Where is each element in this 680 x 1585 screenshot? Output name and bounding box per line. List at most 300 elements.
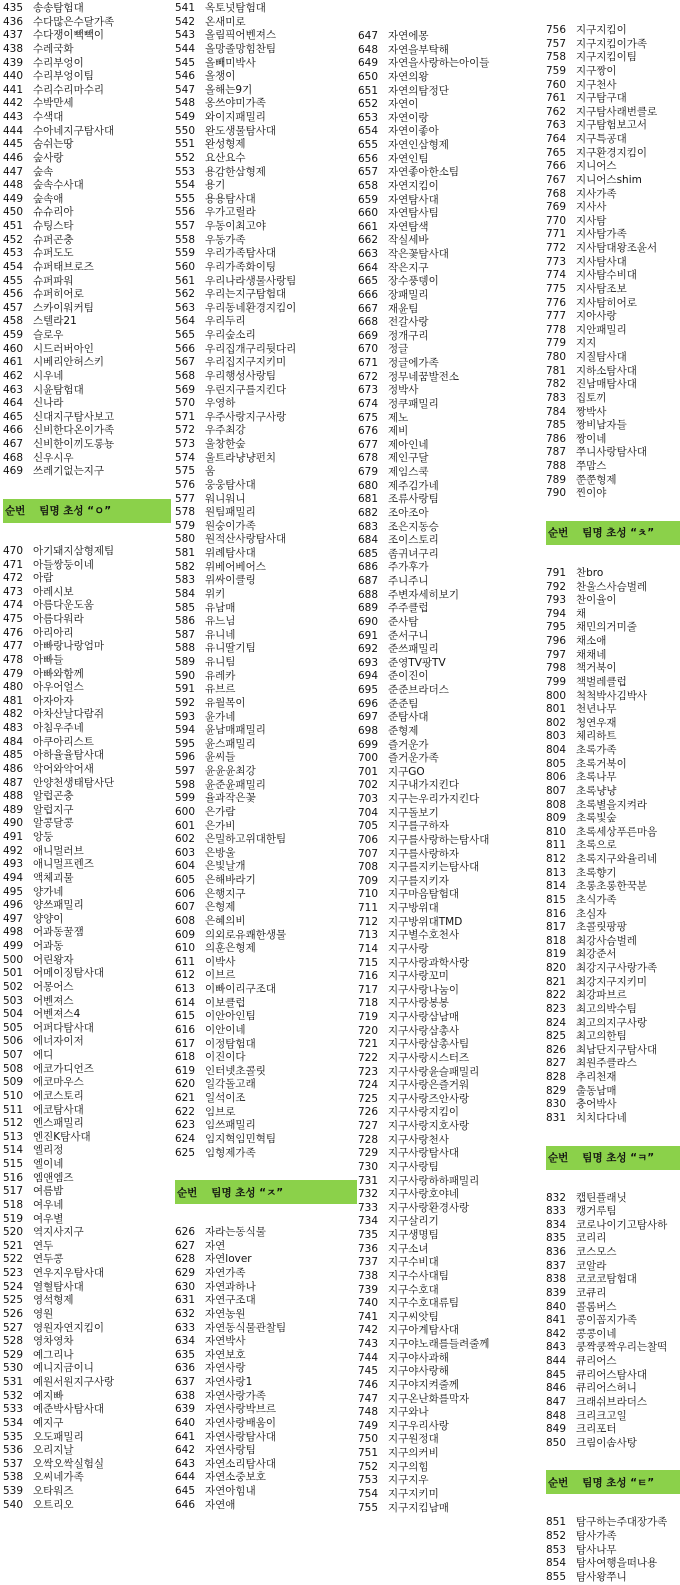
team-name: 지구사랑은즐거워 bbox=[388, 1079, 470, 1092]
team-name: 지구수사대팀 bbox=[388, 1269, 449, 1282]
team-name: 은밀하고위대한팀 bbox=[205, 833, 287, 846]
team-row bbox=[3, 613, 171, 627]
team-number: 855 bbox=[546, 1570, 567, 1583]
team-row bbox=[358, 602, 542, 616]
team-name: 윤남매패밀리 bbox=[205, 724, 266, 737]
team-name: 임지혁임민혁팀 bbox=[205, 1132, 277, 1145]
team-row bbox=[546, 79, 680, 93]
team-row bbox=[3, 695, 171, 709]
team-name: 지구는우리가지킨다 bbox=[388, 793, 480, 805]
section-header-num-label: 순번 bbox=[548, 1152, 569, 1164]
team-row bbox=[3, 1172, 171, 1186]
team-number: 827 bbox=[546, 1057, 567, 1070]
team-row bbox=[3, 1431, 171, 1445]
team-name: 척척박사김박사 bbox=[576, 689, 648, 702]
team-name: 지구별수호천사 bbox=[388, 929, 460, 942]
team-name: 위례탐사대 bbox=[205, 547, 256, 559]
team-number: 792 bbox=[546, 580, 567, 593]
team-name: 준서구니 bbox=[388, 629, 429, 642]
team-number: 745 bbox=[358, 1365, 379, 1378]
team-number: 528 bbox=[3, 1335, 24, 1348]
team-name: 슈퍼히어로 bbox=[33, 288, 84, 301]
column-4 bbox=[546, 0, 680, 1583]
team-name: 연우지우탐사대 bbox=[33, 1267, 105, 1279]
team-row bbox=[358, 412, 542, 426]
team-name: 준쓰패밀리 bbox=[388, 643, 439, 656]
team-name: 즐거운가족 bbox=[388, 752, 439, 765]
team-name: 정개구리 bbox=[388, 329, 429, 342]
team-number: 590 bbox=[175, 669, 196, 682]
team-row bbox=[546, 1382, 680, 1396]
team-row bbox=[3, 452, 171, 466]
team-row bbox=[546, 392, 680, 406]
team-row bbox=[546, 1557, 680, 1571]
team-number: 472 bbox=[3, 572, 24, 585]
team-name: 최원주클라스 bbox=[576, 1057, 637, 1070]
team-name: 어벤져스4 bbox=[33, 1008, 81, 1021]
team-row bbox=[175, 711, 357, 725]
team-number: 584 bbox=[175, 587, 196, 600]
team-row bbox=[546, 799, 680, 813]
team-number: 718 bbox=[358, 997, 379, 1010]
team-name: 지구사랑지호사랑 bbox=[388, 1120, 470, 1132]
team-number: 652 bbox=[358, 98, 379, 111]
team-name: 자연인팀 bbox=[388, 152, 429, 165]
team-name: 지사사 bbox=[576, 201, 607, 214]
team-row bbox=[3, 559, 171, 573]
team-name: 지구사랑천사 bbox=[388, 1133, 449, 1146]
team-number: 811 bbox=[546, 839, 567, 852]
team-number: 469 bbox=[3, 465, 24, 478]
team-name: 우리집개구리뒷다리 bbox=[205, 342, 297, 355]
team-number: 832 bbox=[546, 1191, 567, 1204]
team-name: 우동가족 bbox=[205, 233, 246, 246]
team-name: 우린지구를지킨다 bbox=[205, 383, 287, 396]
team-number: 849 bbox=[546, 1423, 567, 1436]
team-name: 코코코탐험대 bbox=[576, 1273, 637, 1286]
team-number: 574 bbox=[175, 451, 196, 464]
team-name: 책벌레클럽 bbox=[576, 675, 627, 688]
team-row bbox=[358, 112, 542, 126]
team-name: 즐거운가 bbox=[388, 738, 429, 751]
team-number: 600 bbox=[175, 805, 196, 818]
team-row bbox=[546, 1571, 680, 1585]
team-row bbox=[546, 446, 680, 460]
team-row bbox=[546, 676, 680, 690]
team-row bbox=[175, 29, 357, 43]
team-name: 우리동네환경지킴이 bbox=[205, 301, 297, 314]
team-row bbox=[358, 1025, 542, 1039]
team-number: 847 bbox=[546, 1395, 567, 1408]
team-row bbox=[3, 1076, 171, 1090]
team-row bbox=[358, 1352, 542, 1366]
team-row bbox=[358, 916, 542, 930]
team-number: 720 bbox=[358, 1024, 379, 1037]
team-number: 682 bbox=[358, 506, 379, 519]
team-name: 최고의박수팀 bbox=[576, 1002, 637, 1015]
team-row bbox=[546, 1044, 680, 1058]
team-row bbox=[3, 97, 171, 111]
team-number: 554 bbox=[175, 179, 196, 192]
team-name: 옥토넛탐험대 bbox=[205, 2, 266, 14]
team-number: 530 bbox=[3, 1362, 24, 1375]
team-name: 슈슈리아 bbox=[33, 206, 74, 219]
team-name: 신비한이끼도롱뇽 bbox=[33, 438, 115, 450]
team-name: 자연보호 bbox=[205, 1348, 246, 1361]
team-number: 490 bbox=[3, 817, 24, 830]
team-row bbox=[358, 793, 542, 807]
team-name: 지구사랑삼남매 bbox=[388, 1011, 460, 1023]
team-row bbox=[546, 1544, 680, 1558]
team-name: 여름밤 bbox=[33, 1185, 64, 1198]
team-row bbox=[3, 1144, 171, 1158]
team-number: 567 bbox=[175, 356, 196, 369]
team-name: 이진이다 bbox=[205, 1051, 246, 1064]
team-row bbox=[358, 657, 542, 671]
team-row bbox=[3, 1090, 171, 1104]
team-number: 615 bbox=[175, 1010, 196, 1023]
team-name: 주가후가 bbox=[388, 561, 429, 574]
column-2 bbox=[175, 0, 357, 1545]
team-name: 에코스토리 bbox=[33, 1089, 84, 1102]
team-number: 548 bbox=[175, 97, 196, 110]
team-name: 유월목이 bbox=[205, 696, 246, 709]
team-number: 761 bbox=[546, 92, 567, 105]
team-number: 685 bbox=[358, 547, 379, 560]
team-number: 691 bbox=[358, 629, 379, 642]
team-number: 514 bbox=[3, 1144, 24, 1157]
team-name: 자연사랑박브르 bbox=[205, 1403, 277, 1416]
team-name: 용용탐사대 bbox=[205, 192, 256, 205]
team-row bbox=[546, 812, 680, 826]
team-name: 지구사랑윤슬패밀리 bbox=[388, 1065, 480, 1078]
team-row bbox=[3, 397, 171, 411]
team-name: 지구야사랑해 bbox=[388, 1365, 449, 1378]
team-row bbox=[3, 329, 171, 343]
team-row bbox=[546, 1232, 680, 1246]
team-number: 780 bbox=[546, 351, 567, 363]
team-name: 짱비남자들 bbox=[576, 419, 627, 432]
team-row bbox=[546, 406, 680, 420]
team-row bbox=[358, 44, 542, 58]
team-row bbox=[3, 275, 171, 289]
team-row bbox=[358, 643, 542, 657]
team-number: 570 bbox=[175, 397, 196, 410]
team-group bbox=[546, 1146, 680, 1451]
team-name: 찬울스사슴벌레 bbox=[576, 580, 648, 593]
team-number: 695 bbox=[358, 684, 379, 696]
team-name: 지구사랑봉봉 bbox=[388, 997, 449, 1010]
team-row bbox=[546, 188, 680, 202]
team-row bbox=[546, 242, 680, 256]
team-name: 영차영차 bbox=[33, 1335, 74, 1348]
team-name: 의훈은형제 bbox=[205, 942, 256, 955]
team-number: 668 bbox=[358, 316, 379, 329]
team-row bbox=[3, 545, 171, 559]
team-name: 스카이워커팀 bbox=[33, 301, 94, 314]
section-header-num-label: 순번 bbox=[5, 505, 26, 518]
team-row bbox=[546, 908, 680, 922]
team-name: 지하소탐사대 bbox=[576, 364, 637, 377]
team-row bbox=[358, 1447, 542, 1461]
team-row bbox=[3, 899, 171, 913]
team-name: 영원 bbox=[33, 1307, 54, 1320]
team-number: 679 bbox=[358, 466, 379, 478]
team-row bbox=[546, 1410, 680, 1424]
team-number: 666 bbox=[358, 288, 379, 301]
team-row bbox=[358, 575, 542, 589]
team-number: 817 bbox=[546, 921, 567, 934]
team-number: 676 bbox=[358, 425, 379, 438]
team-name: 아람 bbox=[33, 572, 54, 585]
team-row bbox=[358, 248, 542, 262]
team-number: 704 bbox=[358, 806, 379, 819]
team-name: 아름다워라 bbox=[33, 613, 84, 625]
team-name: 제인구달 bbox=[388, 452, 429, 465]
team-row bbox=[358, 343, 542, 357]
team-name: 용감한삼형제 bbox=[205, 165, 266, 178]
team-name: 탐사여행을떠나용 bbox=[576, 1557, 658, 1570]
team-name: 지구소녀 bbox=[388, 1242, 429, 1255]
team-row bbox=[175, 166, 357, 180]
team-row bbox=[358, 303, 542, 317]
team-number: 542 bbox=[175, 15, 196, 28]
team-row bbox=[546, 621, 680, 635]
team-name: 지구탐험보고서 bbox=[576, 119, 648, 132]
team-row bbox=[175, 384, 357, 398]
team-row bbox=[358, 289, 542, 303]
team-name: 신나라 bbox=[33, 397, 64, 410]
team-name: 지구지킴이가족 bbox=[576, 37, 648, 50]
team-row bbox=[3, 586, 171, 600]
team-row bbox=[546, 935, 680, 949]
team-name: 은혜의비 bbox=[205, 914, 246, 927]
team-number: 602 bbox=[175, 833, 196, 846]
team-name: 찬이율이 bbox=[576, 594, 617, 607]
team-row bbox=[358, 698, 542, 712]
team-name: 어몽어스 bbox=[33, 980, 74, 993]
team-number: 588 bbox=[175, 642, 196, 655]
team-name: 지구를지키자 bbox=[388, 874, 449, 887]
team-name: 숲속애 bbox=[33, 192, 64, 205]
team-row bbox=[3, 599, 171, 613]
team-row bbox=[358, 1365, 542, 1379]
team-row bbox=[3, 804, 171, 818]
team-name: 아빠들 bbox=[33, 653, 64, 666]
team-name: 수레국화 bbox=[33, 42, 74, 55]
team-row bbox=[358, 1147, 542, 1161]
team-name: 어메이징탐사대 bbox=[33, 967, 105, 980]
team-number: 833 bbox=[546, 1205, 567, 1218]
team-number: 756 bbox=[546, 24, 567, 36]
team-number: 435 bbox=[3, 2, 24, 14]
team-row bbox=[546, 215, 680, 229]
team-row bbox=[175, 1403, 357, 1417]
team-row bbox=[358, 1284, 542, 1298]
team-name: 이안이네 bbox=[205, 1023, 246, 1036]
team-name: 일석이조 bbox=[205, 1092, 246, 1104]
team-name: 앙둥 bbox=[33, 831, 54, 843]
team-name: 크리크고일 bbox=[576, 1409, 627, 1422]
team-name: 엔스패밀리 bbox=[33, 1117, 84, 1130]
team-row bbox=[175, 1444, 357, 1458]
team-number: 854 bbox=[546, 1557, 567, 1570]
team-name: 우동이최고야 bbox=[205, 220, 266, 232]
team-number: 513 bbox=[3, 1130, 24, 1143]
team-name: 지구수비대 bbox=[388, 1256, 439, 1269]
team-number: 751 bbox=[358, 1447, 379, 1459]
team-name: 유니네 bbox=[205, 628, 236, 641]
team-row bbox=[546, 487, 680, 501]
team-name: 짱이네 bbox=[576, 432, 607, 445]
team-row bbox=[3, 370, 171, 384]
team-row bbox=[175, 1010, 357, 1024]
team-row bbox=[3, 845, 171, 859]
team-row bbox=[546, 1530, 680, 1544]
team-number: 649 bbox=[358, 57, 379, 70]
team-row bbox=[358, 1433, 542, 1447]
team-name: 엔진K탐사대 bbox=[33, 1130, 91, 1143]
team-name: 지구원정대 bbox=[388, 1433, 439, 1446]
team-number: 639 bbox=[175, 1403, 196, 1416]
team-number: 664 bbox=[358, 261, 379, 274]
team-name: 코스모스 bbox=[576, 1246, 617, 1258]
team-row bbox=[358, 1134, 542, 1148]
team-number: 451 bbox=[3, 220, 24, 232]
team-row bbox=[175, 43, 357, 57]
team-name: 지구의힘 bbox=[388, 1460, 429, 1473]
team-row bbox=[3, 1104, 171, 1118]
team-row bbox=[546, 65, 680, 79]
team-name: 탐사가족 bbox=[576, 1530, 617, 1542]
team-number: 445 bbox=[3, 138, 24, 151]
team-row bbox=[358, 466, 542, 480]
team-row bbox=[358, 207, 542, 221]
team-row bbox=[175, 179, 357, 193]
team-number: 671 bbox=[358, 357, 379, 369]
team-name: 아차산날다람쥐 bbox=[33, 708, 105, 721]
team-row bbox=[3, 261, 171, 275]
team-name: 주주클럽 bbox=[388, 602, 429, 615]
team-row bbox=[358, 371, 542, 385]
team-row bbox=[358, 630, 542, 644]
team-number: 610 bbox=[175, 942, 196, 955]
team-row bbox=[358, 684, 542, 698]
team-name: 지구온난화를막자 bbox=[388, 1392, 470, 1405]
team-name: 지구천사 bbox=[576, 78, 617, 91]
team-number: 750 bbox=[358, 1433, 379, 1446]
team-row bbox=[175, 683, 357, 697]
team-number: 624 bbox=[175, 1132, 196, 1145]
team-name: 쭈니사랑탐사대 bbox=[576, 446, 648, 459]
team-number: 511 bbox=[3, 1103, 24, 1116]
team-row bbox=[546, 256, 680, 270]
team-name: 에너자이저 bbox=[33, 1035, 84, 1048]
team-number: 512 bbox=[3, 1117, 24, 1130]
team-number: 459 bbox=[3, 329, 24, 341]
team-name: 유느님 bbox=[205, 615, 236, 628]
team-row bbox=[358, 1011, 542, 1025]
team-number: 626 bbox=[175, 1226, 196, 1239]
team-name: 지구방위대 bbox=[388, 902, 439, 914]
team-number: 670 bbox=[358, 343, 379, 356]
team-name: 주니주니 bbox=[388, 575, 429, 587]
team-number: 673 bbox=[358, 384, 379, 397]
team-number: 795 bbox=[546, 621, 567, 634]
team-row bbox=[175, 1024, 357, 1038]
team-number: 841 bbox=[546, 1314, 567, 1327]
team-name: 시드러버아인 bbox=[33, 342, 94, 355]
team-number: 806 bbox=[546, 771, 567, 784]
team-number: 835 bbox=[546, 1232, 567, 1245]
team-name: 찐이야 bbox=[576, 487, 607, 500]
team-name: 준이진이 bbox=[388, 670, 429, 683]
team-name: 조아조아 bbox=[388, 506, 429, 519]
team-group bbox=[175, 1180, 357, 1512]
team-number: 555 bbox=[175, 192, 196, 205]
team-name: 최강지구사랑가족 bbox=[576, 962, 658, 974]
team-name: 수아네지구탐사대 bbox=[33, 124, 115, 137]
team-name: 자라는동식물 bbox=[205, 1226, 266, 1239]
team-name: 에디 bbox=[33, 1049, 54, 1061]
team-number: 734 bbox=[358, 1215, 379, 1228]
team-number: 463 bbox=[3, 383, 24, 396]
team-number: 727 bbox=[358, 1120, 379, 1132]
team-name: 진남매탐사대 bbox=[576, 378, 637, 391]
team-number: 665 bbox=[358, 275, 379, 288]
team-number: 753 bbox=[358, 1474, 379, 1487]
team-number: 629 bbox=[175, 1267, 196, 1279]
team-number: 697 bbox=[358, 711, 379, 724]
team-name: 유니팀 bbox=[205, 656, 236, 668]
team-name: 지구사랑시스터즈 bbox=[388, 1051, 470, 1064]
team-row bbox=[175, 193, 357, 207]
team-row bbox=[358, 1243, 542, 1257]
team-number: 667 bbox=[358, 302, 379, 315]
section-header bbox=[546, 1146, 680, 1170]
team-name: 좀귀녀구리 bbox=[388, 547, 439, 560]
team-name: 옹쓰야미가족 bbox=[205, 97, 266, 110]
team-group bbox=[546, 0, 680, 501]
team-number: 617 bbox=[175, 1037, 196, 1050]
team-name: 장패밀리 bbox=[388, 288, 429, 301]
team-name: 올해는9기 bbox=[205, 83, 253, 96]
team-row bbox=[3, 2, 171, 16]
team-row bbox=[175, 629, 357, 643]
team-number: 519 bbox=[3, 1212, 24, 1225]
section-header-num-label: 순번 bbox=[548, 527, 569, 540]
team-number: 480 bbox=[3, 681, 24, 694]
team-row bbox=[3, 179, 171, 193]
team-name: 아레시보 bbox=[33, 585, 74, 598]
team-row bbox=[175, 656, 357, 670]
team-number: 526 bbox=[3, 1307, 24, 1320]
team-row bbox=[175, 983, 357, 997]
team-number: 842 bbox=[546, 1327, 567, 1340]
team-name: 지구돌보기 bbox=[388, 806, 439, 819]
team-number: 441 bbox=[3, 83, 24, 96]
team-name: 유남매 bbox=[205, 601, 236, 614]
team-name: 지구방위대TMD bbox=[388, 915, 463, 928]
team-name: 은빛날개 bbox=[205, 860, 246, 873]
team-row bbox=[175, 1240, 357, 1254]
team-number: 812 bbox=[546, 853, 567, 865]
team-row bbox=[358, 1256, 542, 1270]
team-number: 752 bbox=[358, 1460, 379, 1473]
team-number: 773 bbox=[546, 255, 567, 268]
team-number: 755 bbox=[358, 1501, 379, 1514]
team-row bbox=[175, 234, 357, 248]
